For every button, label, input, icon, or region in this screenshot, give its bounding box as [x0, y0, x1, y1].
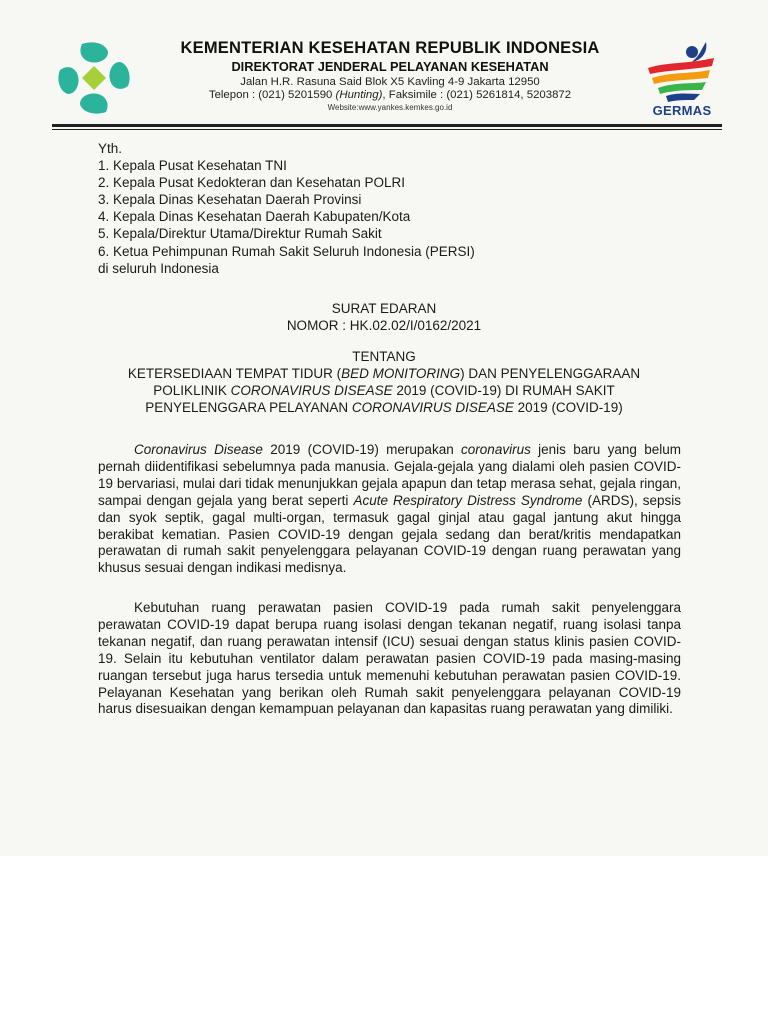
- letterhead: [140, 39, 640, 112]
- addressee-item: 5. Kepala/Direktur Utama/Direktur Rumah Sakit: [98, 226, 382, 242]
- letterhead-rule-thick: [52, 124, 722, 127]
- body-italic: Coronavirus Disease: [134, 442, 263, 457]
- addressee-item: 3. Kepala Dinas Kesehatan Daerah Provinsi: [98, 192, 362, 208]
- contact-line: [140, 89, 640, 101]
- fax-text: , Faksimile : (021) 5261814, 5203872: [382, 89, 572, 101]
- phone-text: Telepon : (021) 5201590: [208, 89, 336, 101]
- greeting: Yth.: [98, 141, 123, 156]
- letter-number: NOMOR : HK.02.02/I/0162/2021: [286, 318, 482, 333]
- body-paragraph-1: [98, 442, 681, 577]
- subject-text: PENYELENGGARA PELAYANAN: [145, 400, 352, 415]
- addressee-item: 1. Kepala Pusat Kesehatan TNI: [98, 158, 287, 174]
- subject-text: 2019 (COVID-19): [513, 400, 623, 415]
- ministry-name: KEMENTERIAN KESEHATAN REPUBLIK INDONESIA: [180, 39, 600, 57]
- subject-line-2: [60, 382, 708, 399]
- subject-text: 2019 (COVID-19) DI RUMAH SAKIT: [392, 383, 615, 398]
- directorate-name: DIREKTORAT JENDERAL PELAYANAN KESEHATAN: [231, 59, 549, 74]
- subject-text: KETERSEDIAAN TEMPAT TIDUR (: [127, 366, 342, 381]
- subject-italic: CORONAVIRUS DISEASE: [351, 400, 514, 415]
- subject-heading: TENTANG: [352, 349, 416, 364]
- body-text: Kebutuhan ruang perawatan pasien COVID-19 pada rumah sakit penyelenggara perawatan COVID-19 dapat berupa ruang isolasi dengan tekanan negatif, ruang isolasi tanpa tekanan negatif, dan ruang perawatan intensif (ICU) sesuai dengan status klinis pasien COVID-19. Selain itu kebutuhan ventilator dalam perawatan pasien COVID-19 pada masing-masing ruangan tersebut juga harus tersedia untuk memenuhi kebutuhan perawatan pasien COVID-19. Pelayanan Kesehatan yang berikan oleh Rumah sakit penyelenggara pelayanan COVID-19 harus disesuaikan dengan kemampuan pelayanan dan kapasitas ruang perawatan yang dimiliki.: [98, 600, 681, 717]
- addressee-item: 4. Kepala Dinas Kesehatan Daerah Kabupaten/Kota: [98, 209, 411, 225]
- germas-label: GERMAS: [652, 103, 712, 118]
- kemenkes-logo-icon: [54, 38, 134, 118]
- body-paragraph-2: [98, 600, 681, 718]
- document-title: [60, 300, 708, 334]
- subject-block: [60, 348, 708, 416]
- addressee-location: di seluruh Indonesia: [98, 260, 219, 276]
- letter-type: SURAT EDARAN: [331, 301, 437, 316]
- subject-line-1: [60, 365, 708, 382]
- addressee-item: 6. Ketua Pehimpunan Rumah Sakit Seluruh Indonesia (PERSI): [98, 243, 475, 259]
- body-text: (ARDS), sepsis dan syok septik, gagal multi-organ, termasuk gagal ginjal atau gagal jantung akut hingga berakibat kematian. Pasien COVID-19 dengan gejala sedang dan berat/kritis mendapatkan perawatan di rumah sakit penyelenggara pelayanan COVID-19 dengan ruang perawatan yang khusus sesuai dengan indikasi medisnya.: [98, 492, 682, 576]
- letterhead-rule-thin: [52, 129, 722, 130]
- body-italic: Acute Respiratory Distress Syndrome: [353, 492, 583, 508]
- body-italic: coronavirus: [461, 442, 531, 457]
- phone-hunting: (Hunting): [335, 89, 383, 101]
- website: Website:www.yankes.kemkes.go.id: [327, 103, 453, 112]
- subject-text: ) DAN PENYELENGGARAAN: [460, 366, 641, 381]
- office-address: Jalan H.R. Rasuna Said Blok X5 Kavling 4-9 Jakarta 12950: [240, 76, 540, 88]
- subject-italic: BED MONITORING: [341, 366, 461, 381]
- addressee-block: [98, 140, 475, 277]
- body-text: jenis baru yang belum pernah diidentifikasi sebelumnya pada manusia. Gejala-gejala yang dialami oleh pasien COVID-19 bervariasi, mulai dari tidak menunjukkan gejala apapun dan tetap merasa sehat, gejala ringan, sampai dengan gejala yang berat seperti: [98, 442, 681, 508]
- subject-line-3: [60, 399, 708, 416]
- subject-text: POLIKLINIK: [153, 383, 231, 398]
- body-text: 2019 (COVID-19) merupakan: [262, 442, 462, 457]
- addressee-item: 2. Kepala Pusat Kedokteran dan Kesehatan POLRI: [98, 175, 405, 191]
- subject-italic: CORONAVIRUS DISEASE: [230, 383, 393, 398]
